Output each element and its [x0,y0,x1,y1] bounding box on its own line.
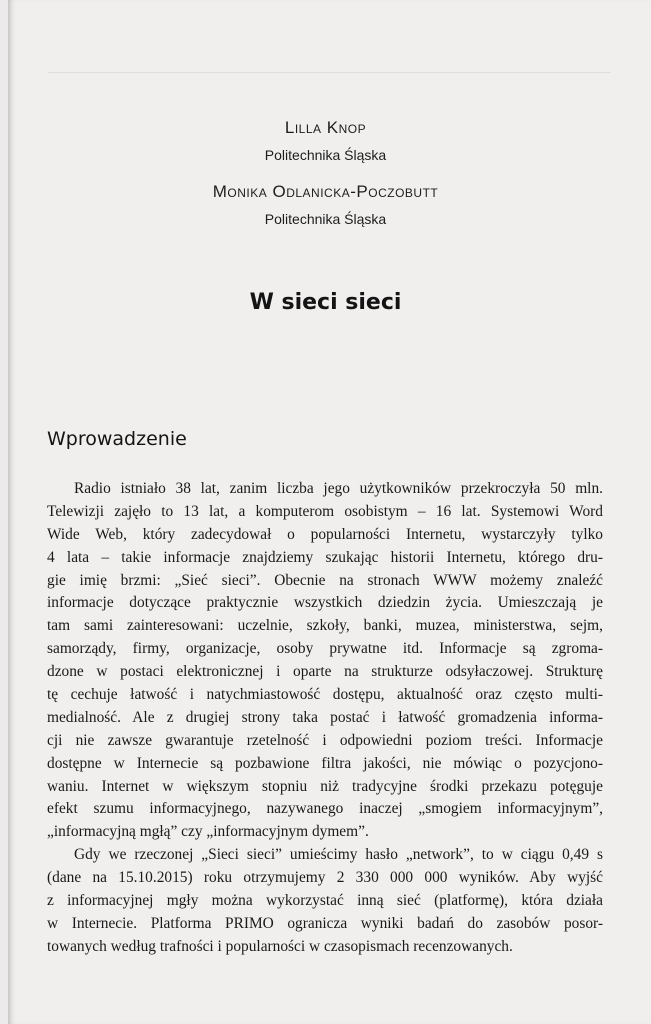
author-1-affiliation: Politechnika Śląska [264,147,387,163]
bleed-through-rule [48,72,611,73]
author-2-name: Monika Odlanicka-Poczobutt [212,182,439,201]
body-line: tę cechuje łatwość i natychmiastowość dostępu, aktualność oraz często multi- [47,686,603,704]
body-line: Gdy we rzeczonej „Sieci sieci” umieścimy hasło „network”, to w ciągu 0,49 s [74,846,603,864]
body-line: informacje dotyczące praktycznie wszystkich dziedzin życia. Umieszczają je [47,594,603,612]
body-line: tam sami zainteresowani: uczelnie, szkoły, banki, muzea, ministerstwa, sejm, [47,617,603,635]
section-heading: Wprowadzenie [47,428,187,450]
body-line: dzone w postaci elektronicznej i oparte na strukturze odsyłaczowej. Strukturę [47,663,603,681]
body-line: z informacyjnej mgły można wykorzystać inną sieć (platformę), która działa [47,892,603,910]
body-line: „informacyjną mgłą” czy „informacyjnym dymem”. [47,823,369,841]
author-2 [0,182,651,227]
body-line: dostępne w Internecie są pozbawione filtra jakości, nie mówiąc o pozycjono- [47,754,603,772]
body-line: samorządy, firmy, organizacje, osoby prywatne itd. Informacje są zgroma- [47,640,603,658]
body-line: towanych według trafności i popularności w czasopismach recenzowanych. [47,937,513,955]
body-line: efekt szumu informacyjnego, nazywanego inaczej „smogiem informacyjnym”, [47,800,603,818]
article-title: W sieci sieci [249,290,402,315]
body-line: Telewizji zajęło to 13 lat, a komputerom osobistym – 16 lat. Systemowi Word [47,502,603,520]
body-line: cji nie zawsze gwarantuje rzetelność i odpowiedni poziom treści. Informacje [47,731,603,749]
author-1-name: Lilla Knop [284,118,367,137]
body-line: (dane na 15.10.2015) roku otrzymujemy 2 330 000 000 wyników. Aby wyjść [47,869,603,887]
author-2-affiliation: Politechnika Śląska [264,211,387,227]
author-1 [0,118,651,163]
body-text [47,478,603,959]
body-line: medialność. Ale z drugiej strony taka postać i łatwość gromadzenia informa- [47,708,603,726]
body-line: Wide Web, który zadecydował o popularności Internetu, wystarczyły tylko [47,525,603,543]
body-line: gie imię brzmi: „Sieć sieci”. Obecnie na stronach WWW możemy znaleźć [47,571,603,589]
body-line: w Internecie. Platforma PRIMO ogranicza wyniki badań do zasobów posor- [47,914,603,932]
body-line: 4 lata – takie informacje znajdziemy szukając historii Internetu, którego dru- [47,548,603,566]
body-line: waniu. Internet w większym stopniu niż tradycyjne środki przekazu potęguje [47,777,603,795]
body-line: Radio istniało 38 lat, zanim liczba jego użytkowników przekroczyła 50 mln. [74,480,603,497]
